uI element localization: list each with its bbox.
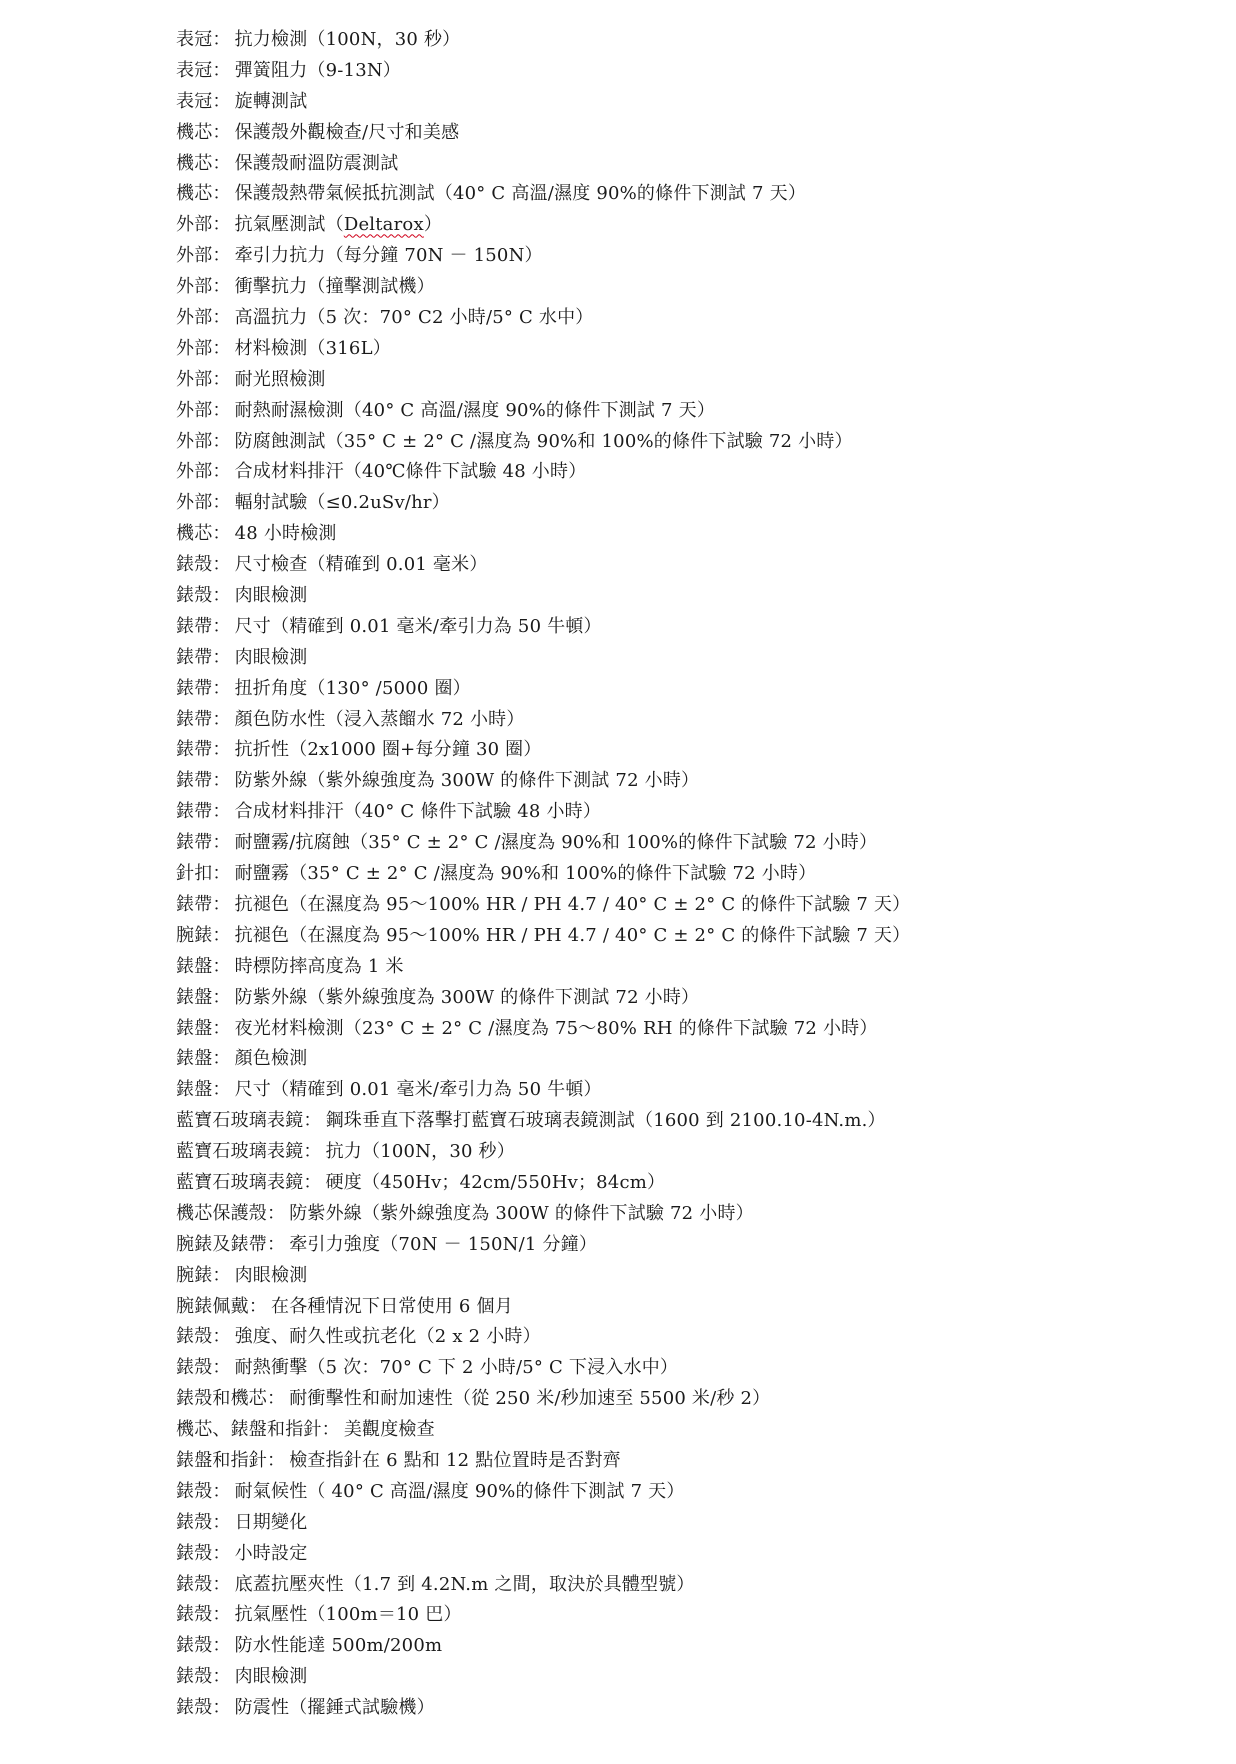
test-description: 防腐蝕測試（35° C ± 2° C /濕度為 90%和 100%的條件下試驗 72 小時） xyxy=(234,430,853,452)
label-separator: ： xyxy=(212,801,231,823)
test-description: 夜光材料檢測（23° C ± 2° C /濕度為 75～80% RH 的條件下試驗 72 小時） xyxy=(234,1017,878,1039)
label-separator: ： xyxy=(212,739,231,761)
label-separator: ： xyxy=(212,1048,231,1070)
component-label: 表冠 xyxy=(176,90,213,112)
test-line xyxy=(176,149,1216,180)
component-label: 外部 xyxy=(176,307,213,329)
label-separator: ： xyxy=(212,399,231,421)
test-line xyxy=(176,952,1216,983)
test-line xyxy=(176,457,1216,488)
test-line xyxy=(176,210,1216,241)
component-label: 外部 xyxy=(176,461,213,483)
component-label: 錶帶 xyxy=(176,708,213,730)
test-list xyxy=(176,25,1216,1724)
component-label: 藍寶石玻璃表鏡 xyxy=(176,1171,304,1193)
component-label: 錶殼 xyxy=(176,554,213,576)
component-label: 表冠 xyxy=(176,29,213,50)
test-line xyxy=(176,1539,1216,1570)
test-line xyxy=(176,735,1216,766)
test-description: 抗折性（2x1000 圈+每分鐘 30 圈） xyxy=(234,739,542,761)
label-separator: ： xyxy=(212,893,231,915)
test-description: 肉眼檢測 xyxy=(234,585,308,607)
test-description: 耐鹽霧（35° C ± 2° C /濕度為 90%和 100%的條件下試驗 72 小時） xyxy=(234,863,817,885)
test-description: 防紫外線（紫外線強度為 300W 的條件下測試 72 小時） xyxy=(234,770,700,792)
test-description: 在各種情況下日常使用 6 個月 xyxy=(271,1295,513,1317)
test-description: 保護殼外觀檢查/尺寸和美感 xyxy=(234,121,460,143)
test-line xyxy=(176,1693,1216,1724)
test-line xyxy=(176,272,1216,303)
test-line xyxy=(176,1600,1216,1631)
test-description: 保護殼耐溫防震測試 xyxy=(234,152,399,174)
test-description: 輻射試驗（≤0.2uSv/hr） xyxy=(234,492,450,514)
spellcheck-word: Deltarox xyxy=(343,214,424,236)
component-label: 錶殼 xyxy=(176,1573,213,1595)
test-line xyxy=(176,890,1216,921)
component-label: 外部 xyxy=(176,245,213,267)
test-line xyxy=(176,766,1216,797)
test-description: 肉眼檢測 xyxy=(234,646,308,668)
label-separator: ： xyxy=(303,1171,322,1193)
test-description: 高溫抗力（5 次：70° C2 小時/5° C 水中） xyxy=(234,307,594,329)
label-separator: ： xyxy=(212,152,231,174)
component-label: 外部 xyxy=(176,337,213,359)
test-description: 材料檢測（316L） xyxy=(234,337,391,359)
test-line xyxy=(176,828,1216,859)
test-line xyxy=(176,519,1216,550)
test-description: 旋轉測試 xyxy=(234,90,308,112)
label-separator: ： xyxy=(212,615,231,637)
test-description: 日期變化 xyxy=(234,1511,308,1533)
label-separator: ： xyxy=(212,832,231,854)
test-line xyxy=(176,1322,1216,1353)
test-line xyxy=(176,1199,1216,1230)
component-label: 錶殼 xyxy=(176,1635,213,1657)
test-description-end: ） xyxy=(423,214,443,236)
test-description: 美觀度檢查 xyxy=(343,1419,435,1441)
label-separator: ： xyxy=(212,307,231,329)
component-label: 錶盤 xyxy=(176,986,213,1008)
component-label: 錶殼 xyxy=(176,1480,213,1502)
component-label: 錶盤 xyxy=(176,1017,213,1039)
component-label: 錶帶 xyxy=(176,893,213,915)
label-separator: ： xyxy=(267,1202,286,1224)
test-description: 尺寸（精確到 0.01 毫米/牽引力為 50 牛頓） xyxy=(234,1079,602,1101)
component-label: 錶帶 xyxy=(176,677,213,699)
component-label: 錶帶 xyxy=(176,770,213,792)
label-separator: ： xyxy=(212,214,231,236)
component-label: 藍寶石玻璃表鏡 xyxy=(176,1110,304,1132)
label-separator: ： xyxy=(212,1079,231,1101)
test-line xyxy=(176,1446,1216,1477)
label-separator: ： xyxy=(212,1697,231,1719)
test-line xyxy=(176,1044,1216,1075)
test-line xyxy=(176,1415,1216,1446)
label-separator: ： xyxy=(212,1573,231,1595)
test-description: 耐衝擊性和耐加速性（從 250 米/秒加速至 5500 米/秒 2） xyxy=(289,1388,771,1410)
component-label: 腕錶 xyxy=(176,1264,213,1286)
component-label: 外部 xyxy=(176,492,213,514)
test-line xyxy=(176,643,1216,674)
component-label: 機芯 xyxy=(176,152,213,174)
test-description: 小時設定 xyxy=(234,1542,308,1564)
label-separator: ： xyxy=(321,1419,340,1441)
test-line xyxy=(176,56,1216,87)
label-separator: ： xyxy=(212,1357,231,1379)
label-separator: ： xyxy=(212,121,231,143)
label-separator: ： xyxy=(267,1233,286,1255)
component-label: 錶帶 xyxy=(176,615,213,637)
test-description: 底蓋抗壓夾性（1.7 到 4.2N.m 之間，取決於具體型號） xyxy=(234,1573,695,1595)
component-label: 外部 xyxy=(176,430,213,452)
component-label: 機芯保護殼 xyxy=(176,1202,267,1224)
test-description: 合成材料排汗（40℃條件下試驗 48 小時） xyxy=(234,461,587,483)
label-separator: ： xyxy=(212,90,231,112)
test-description: 耐熱耐濕檢測（40° C 高溫/濕度 90%的條件下測試 7 天） xyxy=(234,399,716,421)
test-line xyxy=(176,396,1216,427)
label-separator: ： xyxy=(267,1449,286,1471)
label-separator: ： xyxy=(212,430,231,452)
component-label: 機芯 xyxy=(176,183,213,205)
test-description: 耐鹽霧/抗腐蝕（35° C ± 2° C /濕度為 90%和 100%的條件下試驗 72 小時） xyxy=(234,832,878,854)
test-line xyxy=(176,488,1216,519)
component-label: 錶盤和指針 xyxy=(176,1449,267,1471)
label-separator: ： xyxy=(212,523,231,545)
test-line xyxy=(176,983,1216,1014)
component-label: 腕錶佩戴 xyxy=(176,1295,249,1317)
test-line xyxy=(176,303,1216,334)
component-label: 錶帶 xyxy=(176,739,213,761)
test-description: 顏色檢測 xyxy=(234,1048,308,1070)
test-line xyxy=(176,1631,1216,1662)
test-description: 抗力檢測（100N，30 秒） xyxy=(234,29,461,50)
label-separator: ： xyxy=(212,461,231,483)
component-label: 外部 xyxy=(176,399,213,421)
label-separator: ： xyxy=(212,1635,231,1657)
label-separator: ： xyxy=(212,1542,231,1564)
test-line xyxy=(176,1168,1216,1199)
test-line xyxy=(176,179,1216,210)
label-separator: ： xyxy=(212,492,231,514)
label-separator: ： xyxy=(212,986,231,1008)
component-label: 錶盤 xyxy=(176,955,213,977)
test-line xyxy=(176,581,1216,612)
label-separator: ： xyxy=(212,863,231,885)
label-separator: ： xyxy=(212,183,231,205)
test-line xyxy=(176,921,1216,952)
test-line xyxy=(176,25,1216,56)
test-description: 肉眼檢測 xyxy=(234,1666,308,1688)
label-separator: ： xyxy=(212,29,231,50)
test-line xyxy=(176,612,1216,643)
label-separator: ： xyxy=(212,955,231,977)
test-line xyxy=(176,1014,1216,1045)
test-line xyxy=(176,1570,1216,1601)
component-label: 錶殼 xyxy=(176,1326,213,1348)
test-line xyxy=(176,859,1216,890)
test-description: 抗褪色（在濕度為 95～100% HR / PH 4.7 / 40° C ± 2° C 的條件下試驗 7 天） xyxy=(234,924,911,946)
label-separator: ： xyxy=(212,368,231,390)
component-label: 錶殼 xyxy=(176,1511,213,1533)
test-line xyxy=(176,241,1216,272)
test-line xyxy=(176,1353,1216,1384)
label-separator: ： xyxy=(212,1604,231,1626)
test-line xyxy=(176,365,1216,396)
component-label: 外部 xyxy=(176,276,213,298)
component-label: 錶殼和機芯 xyxy=(176,1388,267,1410)
component-label: 腕錶及錶帶 xyxy=(176,1233,267,1255)
test-line xyxy=(176,87,1216,118)
component-label: 錶殼 xyxy=(176,585,213,607)
test-line xyxy=(176,674,1216,705)
test-description: 顏色防水性（浸入蒸餾水 72 小時） xyxy=(234,708,525,730)
label-separator: ： xyxy=(212,245,231,267)
component-label: 機芯 xyxy=(176,121,213,143)
test-description: 硬度（450Hv；42cm/550Hv；84cm） xyxy=(325,1171,666,1193)
label-separator: ： xyxy=(212,1017,231,1039)
test-description: 抗力（100N，30 秒） xyxy=(325,1141,515,1163)
test-line xyxy=(176,1508,1216,1539)
component-label: 錶帶 xyxy=(176,801,213,823)
test-line xyxy=(176,1230,1216,1261)
test-line xyxy=(176,1384,1216,1415)
test-description: 耐熱衝擊（5 次：70° C 下 2 小時/5° C 下浸入水中） xyxy=(234,1357,679,1379)
component-label: 表冠 xyxy=(176,59,213,81)
component-label: 針扣 xyxy=(176,863,213,885)
component-label: 錶殼 xyxy=(176,1604,213,1626)
label-separator: ： xyxy=(212,1480,231,1502)
test-line xyxy=(176,1662,1216,1693)
test-description: 檢查指針在 6 點和 12 點位置時是否對齊 xyxy=(289,1449,621,1471)
test-description: 防紫外線（紫外線強度為 300W 的條件下試驗 72 小時） xyxy=(289,1202,754,1224)
label-separator: ： xyxy=(303,1110,322,1132)
test-line xyxy=(176,705,1216,736)
component-label: 外部 xyxy=(176,214,213,236)
test-line xyxy=(176,1137,1216,1168)
component-label: 錶殼 xyxy=(176,1357,213,1379)
label-separator: ： xyxy=(212,1264,231,1286)
test-description: 鋼珠垂直下落擊打藍寶石玻璃表鏡測試（1600 到 2100.10-4N.m.） xyxy=(325,1110,886,1132)
label-separator: ： xyxy=(303,1141,322,1163)
test-description: 肉眼檢測 xyxy=(234,1264,308,1286)
test-description: 防紫外線（紫外線強度為 300W 的條件下測試 72 小時） xyxy=(234,986,700,1008)
component-label: 錶帶 xyxy=(176,832,213,854)
label-separator: ： xyxy=(212,59,231,81)
label-separator: ： xyxy=(212,1326,231,1348)
label-separator: ： xyxy=(212,770,231,792)
test-description: 抗氣壓性（100m＝10 巴） xyxy=(234,1604,462,1626)
test-description: 尺寸檢查（精確到 0.01 毫米） xyxy=(234,554,488,576)
test-line xyxy=(176,118,1216,149)
test-description: 保護殼熱帶氣候抵抗測試（40° C 高溫/濕度 90%的條件下測試 7 天） xyxy=(234,183,807,205)
test-description: 耐氣候性（ 40° C 高溫/濕度 90%的條件下測試 7 天） xyxy=(234,1480,685,1502)
label-separator: ： xyxy=(212,337,231,359)
label-separator: ： xyxy=(212,1511,231,1533)
component-label: 腕錶 xyxy=(176,924,213,946)
component-label: 錶帶 xyxy=(176,646,213,668)
test-line xyxy=(176,797,1216,828)
test-description: 時標防摔高度為 1 米 xyxy=(234,955,404,977)
component-label: 藍寶石玻璃表鏡 xyxy=(176,1141,304,1163)
test-description: 合成材料排汗（40° C 條件下試驗 48 小時） xyxy=(234,801,602,823)
component-label: 錶盤 xyxy=(176,1048,213,1070)
test-description: 尺寸（精確到 0.01 毫米/牽引力為 50 牛頓） xyxy=(234,615,602,637)
test-description: 抗褪色（在濕度為 95～100% HR / PH 4.7 / 40° C ± 2° C 的條件下試驗 7 天） xyxy=(234,893,911,915)
label-separator: ： xyxy=(212,585,231,607)
label-separator: ： xyxy=(212,677,231,699)
label-separator: ： xyxy=(248,1295,268,1317)
component-label: 錶殼 xyxy=(176,1666,213,1688)
label-separator: ： xyxy=(212,924,231,946)
label-separator: ： xyxy=(212,554,231,576)
test-line xyxy=(176,334,1216,365)
test-line xyxy=(176,1106,1216,1137)
test-description: 防震性（擺錘式試驗機） xyxy=(234,1697,435,1719)
test-line xyxy=(176,1292,1216,1323)
test-description: 牽引力抗力（每分鐘 70N － 150N） xyxy=(234,245,543,267)
test-description: 抗氣壓測試（ xyxy=(234,214,344,236)
component-label: 錶盤 xyxy=(176,1079,213,1101)
test-description: 扭折角度（130° /5000 圈） xyxy=(234,677,471,699)
label-separator: ： xyxy=(212,646,231,668)
test-line xyxy=(176,1477,1216,1508)
test-description: 耐光照檢測 xyxy=(234,368,326,390)
test-description: 強度、耐久性或抗老化（2 x 2 小時） xyxy=(234,1326,541,1348)
test-line xyxy=(176,427,1216,458)
component-label: 機芯、錶盤和指針 xyxy=(176,1419,322,1441)
test-line xyxy=(176,1075,1216,1106)
test-line xyxy=(176,550,1216,581)
label-separator: ： xyxy=(267,1388,286,1410)
test-description: 牽引力強度（70N － 150N/1 分鐘） xyxy=(289,1233,598,1255)
test-description: 衝擊抗力（撞擊測試機） xyxy=(234,276,435,298)
component-label: 錶殼 xyxy=(176,1697,213,1719)
component-label: 外部 xyxy=(176,368,213,390)
label-separator: ： xyxy=(212,708,231,730)
component-label: 錶殼 xyxy=(176,1542,213,1564)
label-separator: ： xyxy=(212,1666,231,1688)
test-description: 彈簧阻力（9-13N） xyxy=(234,59,401,81)
test-description: 防水性能達 500m/200m xyxy=(234,1635,443,1657)
component-label: 機芯 xyxy=(176,523,213,545)
test-description: 48 小時檢測 xyxy=(234,523,337,545)
label-separator: ： xyxy=(212,276,231,298)
test-line xyxy=(176,1261,1216,1292)
